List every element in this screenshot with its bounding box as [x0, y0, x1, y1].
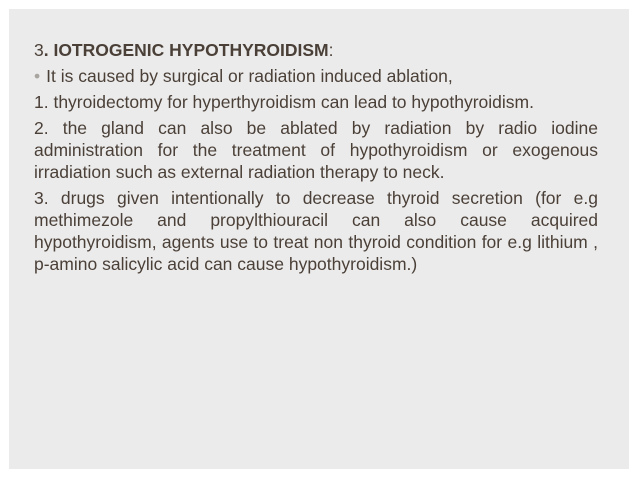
bullet-text: It is caused by surgical or radiation induced ablation,	[46, 66, 453, 86]
slide-content	[34, 39, 598, 279]
heading-title: . IOTROGENIC HYPOTHYROIDISM	[43, 40, 329, 60]
heading-number: 3	[34, 40, 44, 60]
bullet-icon: •	[34, 66, 41, 86]
paragraph-1: 1. thyroidectomy for hyperthyroidism can lead to hypothyroidism.	[34, 92, 534, 112]
bullet-item	[34, 65, 598, 87]
paragraph-2: 2. the gland can also be ablated by radiation by radio iodine administration for the treatment of hypothyroidism or exogenous irradiation such as external radiation therapy to neck.	[34, 118, 598, 182]
heading-colon: :	[328, 40, 334, 60]
slide	[9, 9, 629, 469]
slide-heading	[34, 39, 598, 61]
paragraph-3: 3. drugs given intentionally to decrease thyroid secretion (for e.g methimezole and propylthiouracil can also cause acquired hypothyroidism, agents use to treat non thyroid condition for e.g lithium , p-amino salicylic acid can cause hypothyroidism.)	[34, 188, 598, 274]
